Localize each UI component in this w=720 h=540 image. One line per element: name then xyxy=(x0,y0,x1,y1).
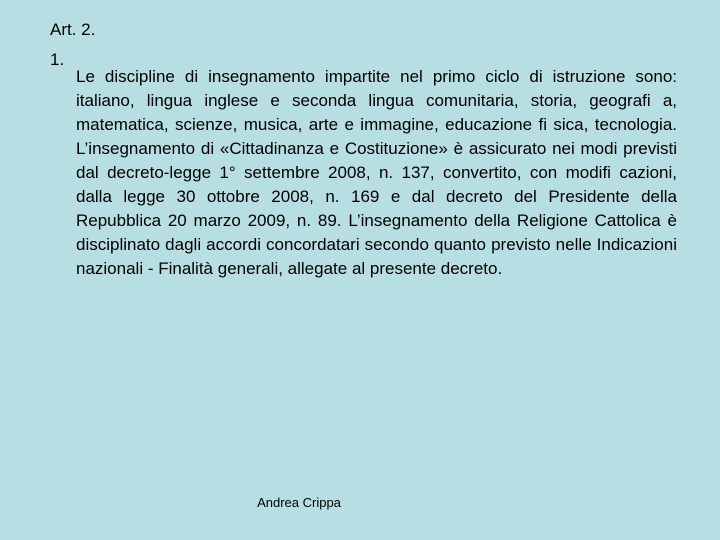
numbered-paragraph xyxy=(50,48,677,298)
paragraph-text: Le discipline di insegnamento impartite nel primo ciclo di istruzione sono: italiano, lingua inglese e seconda lingua comunitaria, storia, geografi a, matematica, scienze, musica, arte e immagine, educazione fi sica, tecnologia. L’insegnamento di «Cittadinanza e Costituzione» è assicurato nei modi previsti dal decreto-legge 1° settembre 2008, n. 137, convertito, con modifi cazioni, dalla legge 30 ottobre 2008, n. 169 e dal decreto del Presidente della Repubblica 20 marzo 2009, n. 89. L’insegnamento della Religione Cattolica è disciplinato dagli accordi concordatari secondo quanto previsto nelle Indicazioni nazionali - Finalità generali, allegate al presente decreto. xyxy=(76,67,677,278)
paragraph-number: 1. xyxy=(50,50,65,69)
article-heading: Art. 2. xyxy=(50,20,96,39)
footer-author: Andrea Crippa xyxy=(257,495,341,510)
